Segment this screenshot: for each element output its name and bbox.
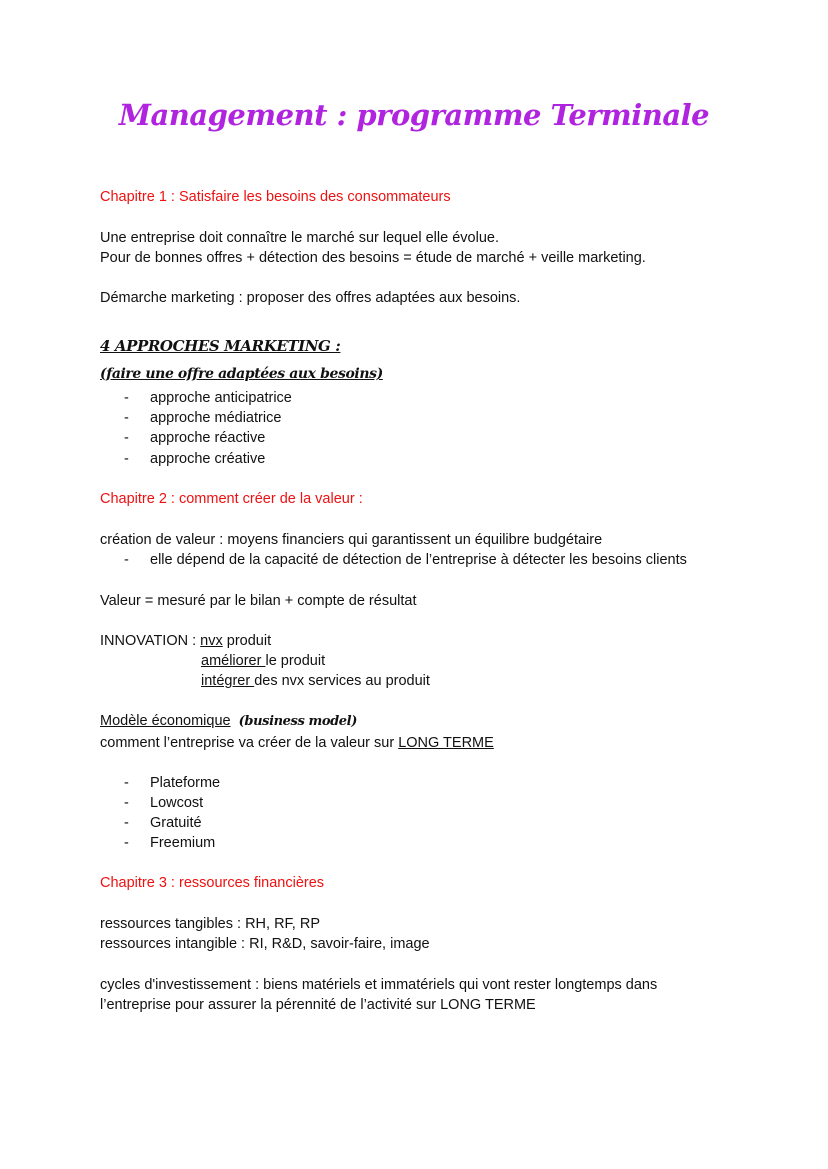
business-model-description — [100, 733, 494, 753]
bullet-dash: - — [124, 430, 129, 446]
list-item-label: approche médiatrice — [150, 410, 282, 426]
chapter-3-heading: Chapitre 3 : ressources financières — [100, 875, 325, 891]
innovation-line — [201, 671, 430, 691]
innovation-item-rest: des nvx services au produit — [254, 673, 430, 689]
list-item-label: approche anticipatrice — [150, 390, 292, 406]
list-item-label: Gratuité — [150, 815, 202, 831]
innovation-label: INNOVATION : — [100, 633, 201, 649]
investment-cycles-line-2: l’entreprise pour assurer la pérennité de l’activité sur LONG TERME — [100, 997, 536, 1013]
intangible-resources: ressources intangible : RI, R&D, savoir-faire, image — [100, 936, 430, 952]
bullet-dash: - — [124, 775, 129, 791]
innovation-item-underlined: intégrer — [201, 673, 255, 689]
chapter-1-paragraph-line-2: Pour de bonnes offres + détection des besoins = étude de marché + veille marketing. — [100, 250, 646, 266]
innovation-item-rest: le produit — [265, 653, 326, 669]
list-item-label: Freemium — [150, 835, 216, 851]
bullet-dash: - — [124, 795, 129, 811]
bullet-dash: - — [124, 410, 129, 426]
chapter-1-marketing-approach: Démarche marketing : proposer des offres adaptées aux besoins. — [100, 290, 521, 306]
value-definition: création de valeur : moyens financiers qui garantissent un équilibre budgétaire — [100, 532, 603, 548]
business-model-desc-underlined: LONG TERME — [398, 735, 494, 751]
innovation-item-underlined: améliorer — [201, 653, 266, 669]
bullet-dash: - — [124, 451, 129, 467]
tangible-resources: ressources tangibles : RH, RF, RP — [100, 916, 320, 932]
bullet-dash: - — [124, 815, 129, 831]
list-item-label: approche réactive — [150, 430, 266, 446]
chapter-1-heading: Chapitre 1 : Satisfaire les besoins des consommateurs — [100, 189, 451, 205]
approaches-heading: 4 APPROCHES MARKETING : — [100, 337, 341, 355]
bullet-dash: - — [124, 552, 129, 568]
list-item-label: approche créative — [150, 451, 266, 467]
approaches-subheading: (faire une offre adaptées aux besoins) — [100, 366, 383, 382]
innovation-line — [100, 631, 271, 651]
bullet-dash: - — [124, 835, 129, 851]
business-model-note: (business model) — [238, 714, 357, 729]
chapter-2-heading: Chapitre 2 : comment créer de la valeur : — [100, 491, 363, 507]
innovation-item-rest: produit — [222, 633, 272, 649]
list-item-label: Lowcost — [150, 795, 204, 811]
chapter-1-paragraph-line-1: Une entreprise doit connaître le marché sur lequel elle évolue. — [100, 230, 499, 246]
value-measure: Valeur = mesuré par le bilan + compte de résultat — [100, 593, 417, 609]
business-model-line — [100, 711, 357, 732]
investment-cycles-line-1: cycles d'investissement : biens matériels et immatériels qui vont rester longtemps dans — [100, 977, 658, 993]
business-model-desc-prefix: comment l’entreprise va créer de la valeur sur — [100, 735, 399, 751]
page-title: Management : programme Terminale — [118, 98, 710, 132]
list-item-label: Plateforme — [150, 775, 221, 791]
business-model-label: Modèle économique — [100, 713, 231, 729]
innovation-item-underlined: nvx — [200, 633, 223, 649]
bullet-dash: - — [124, 390, 129, 406]
value-bullet: elle dépend de la capacité de détection de l’entreprise à détecter les besoins clients — [150, 552, 687, 568]
innovation-line — [201, 651, 325, 671]
